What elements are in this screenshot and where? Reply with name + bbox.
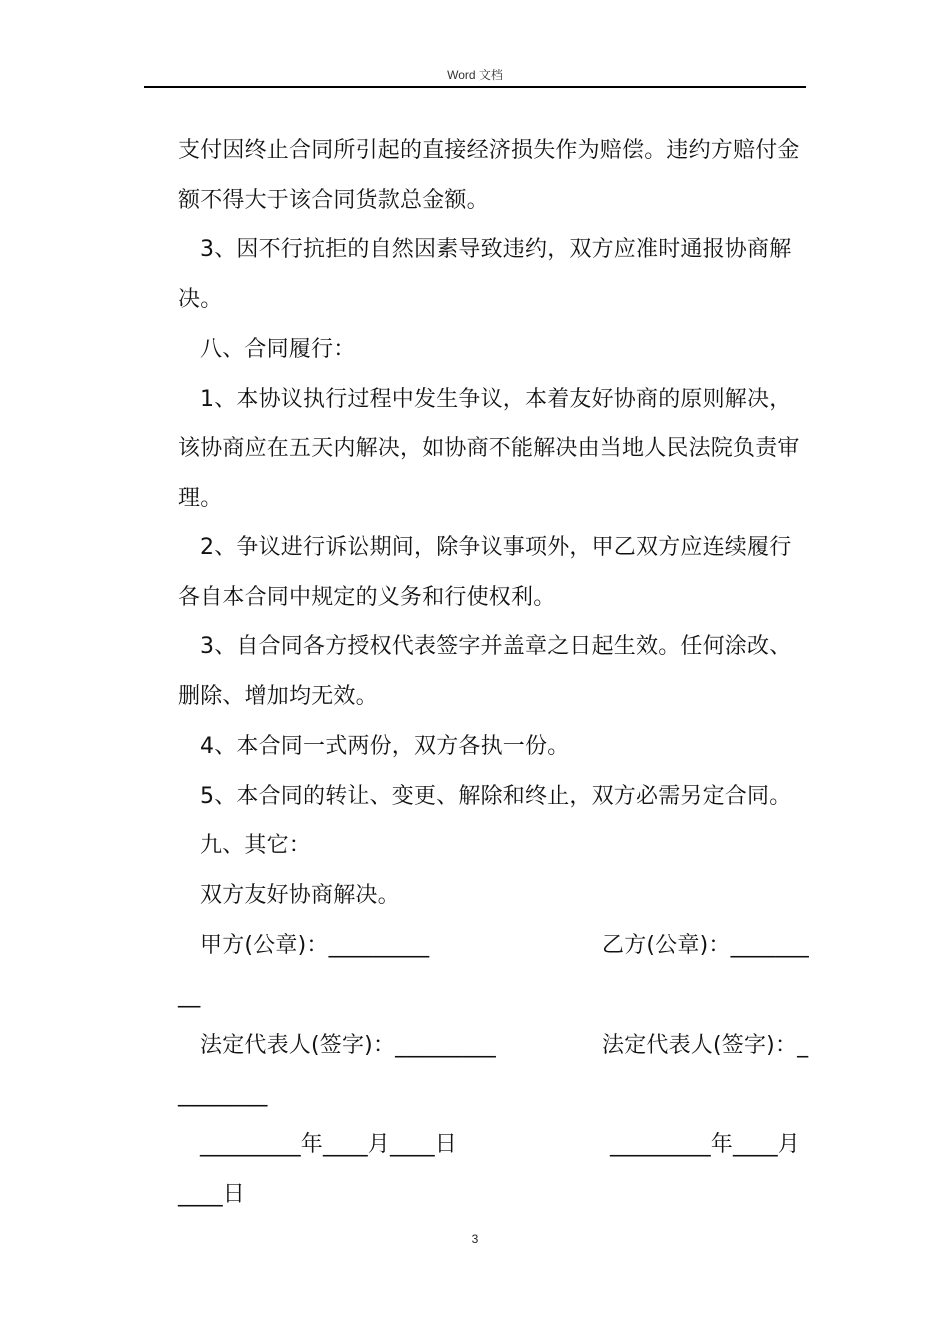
body-line: 支付因终止合同所引起的直接经济损失作为赔偿。违约方赔付金 [178, 138, 800, 163]
section-heading: 九、其它： [200, 833, 312, 858]
body-line: 各自本合同中规定的义务和行使权利。 [178, 585, 556, 610]
party-a-date-field: _________年____月____日 [200, 1132, 458, 1157]
party-b-rep-field-cont: ________ [178, 1082, 268, 1107]
body-line: 该协商应在五天内解决，如协商不能解决由当地人民法院负责审 [178, 436, 800, 461]
body-line: 3、因不行抗拒的自然因素导致违约，双方应准时通报协商解 [200, 237, 792, 262]
body-line: 决。 [178, 287, 223, 312]
party-a-seal-field: 甲方(公章)：_________ [200, 933, 430, 958]
party-b-date-field: _________年____月 [610, 1132, 801, 1157]
body-line: 4、本合同一式两份，双方各执一份。 [200, 734, 570, 759]
party-b-date-field-cont: ____日 [178, 1182, 246, 1207]
party-a-rep-field: 法定代表人(签字)：_________ [200, 1033, 496, 1058]
party-b-rep-field: 法定代表人(签字)：_ [602, 1033, 809, 1058]
page-header: Word 文档 [447, 68, 503, 82]
page-number: 3 [471, 1232, 479, 1246]
body-line: 额不得大于该合同货款总金额。 [178, 188, 489, 213]
party-b-seal-field: 乙方(公章)：_______ [602, 933, 809, 958]
body-line: 2、争议进行诉讼期间，除争议事项外，甲乙双方应连续履行 [200, 535, 792, 560]
header-divider [144, 86, 806, 88]
body-line: 5、本合同的转让、变更、解除和终止，双方必需另定合同。 [200, 784, 792, 809]
body-line: 1、本协议执行过程中发生争议，本着友好协商的原则解决， [200, 387, 792, 412]
party-b-seal-field-cont: __ [178, 983, 201, 1008]
section-heading: 八、合同履行： [200, 337, 356, 362]
body-line: 双方友好协商解决。 [200, 883, 400, 908]
body-line: 删除、增加均无效。 [178, 684, 378, 709]
body-line: 3、自合同各方授权代表签字并盖章之日起生效。任何涂改、 [200, 634, 792, 659]
body-line: 理。 [178, 486, 223, 511]
